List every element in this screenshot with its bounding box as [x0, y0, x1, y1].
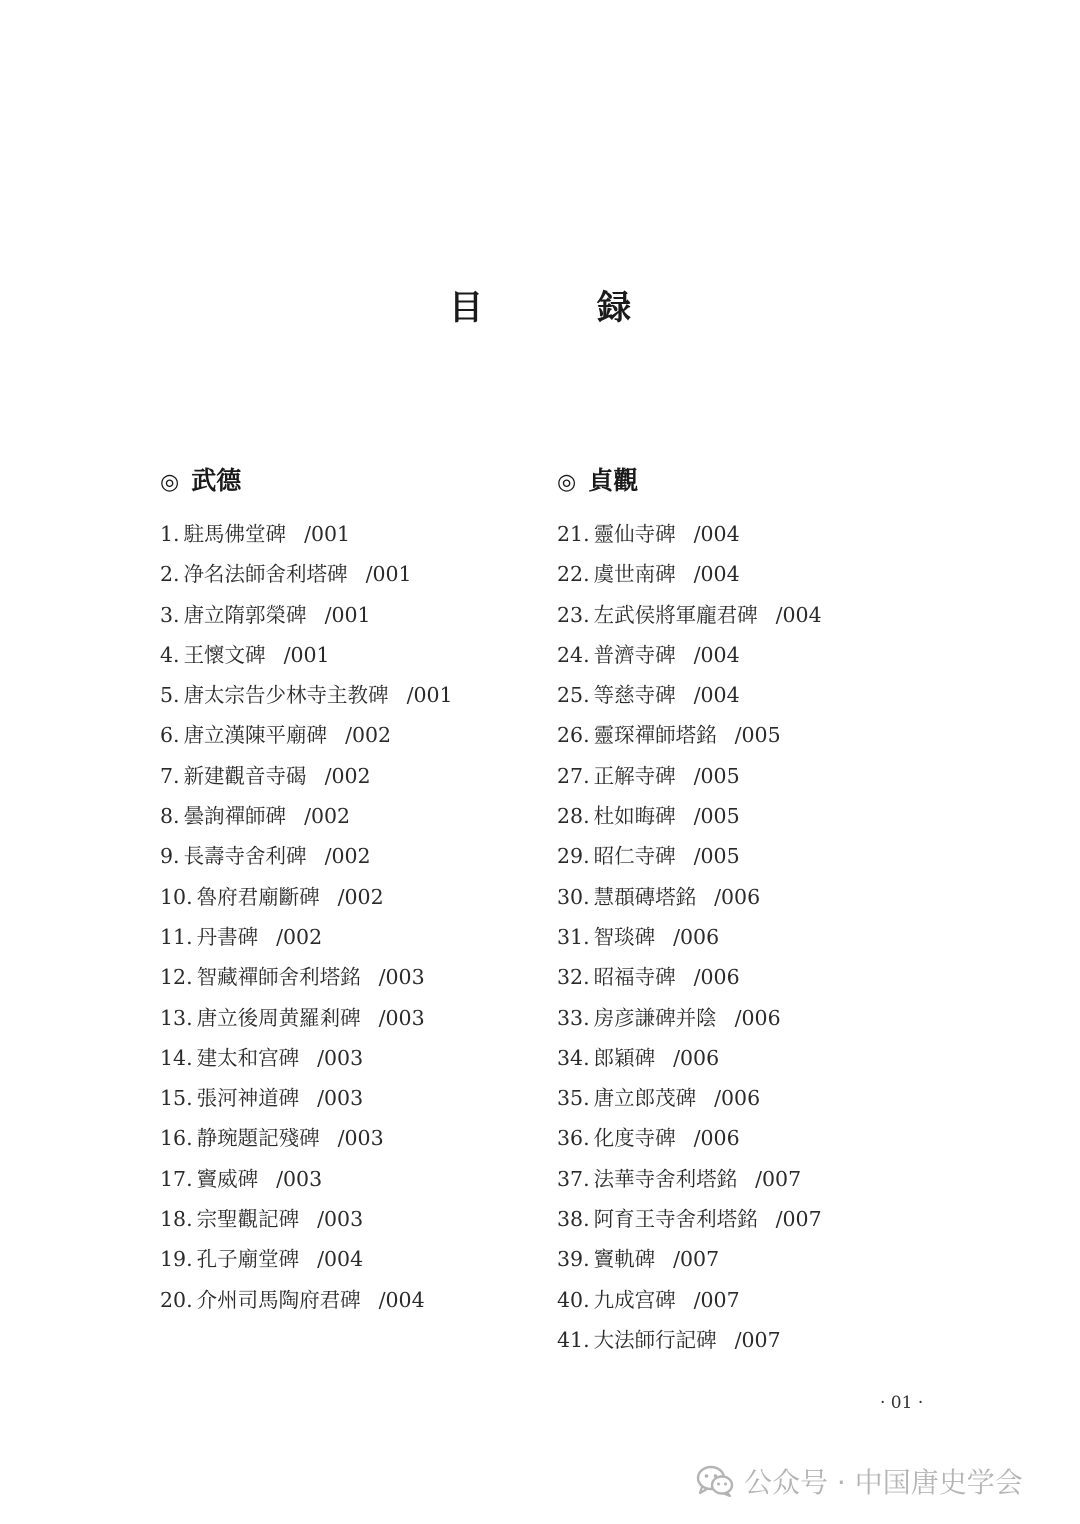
toc-entry	[557, 1118, 822, 1158]
page-title: 目 録	[449, 288, 671, 328]
toc-entry	[557, 1199, 822, 1239]
entry-title: 宗聖觀記碑	[196, 1207, 300, 1232]
toc-entry	[160, 877, 453, 917]
entry-title: 唐立隋郭榮碑	[183, 602, 307, 627]
entry-number: 39.	[557, 1247, 590, 1272]
entry-page-ref: /001	[406, 683, 453, 708]
entry-number: 17.	[160, 1166, 193, 1191]
entry-title: 阿育王寺舍利塔銘	[593, 1207, 758, 1232]
toc-entry	[160, 675, 453, 715]
toc-entry	[557, 1038, 822, 1078]
entry-page-ref: /003	[276, 1166, 323, 1191]
entry-title: 法華寺舍利塔銘	[593, 1166, 738, 1191]
entry-title: 靈仙寺碑	[593, 522, 676, 546]
entry-page-ref: /001	[324, 602, 371, 627]
toc-entry	[160, 514, 453, 554]
toc-entry	[557, 675, 822, 715]
toc-entry	[160, 1118, 453, 1158]
entry-page-ref: /004	[378, 1287, 425, 1312]
entry-title: 慧頵磚塔銘	[593, 884, 697, 909]
entry-title: 智藏禪師舍利塔銘	[196, 965, 361, 990]
entry-page-ref: /004	[693, 642, 740, 667]
toc-entry	[557, 877, 822, 917]
entry-number: 20.	[160, 1287, 193, 1312]
toc-entry	[557, 1320, 822, 1360]
entry-title: 新建觀音寺碣	[183, 763, 307, 788]
entry-title: 丹書碑	[196, 924, 259, 949]
toc-entry	[160, 1078, 453, 1118]
entry-title: 唐立郎茂碑	[593, 1086, 697, 1111]
entry-title: 長壽寺舍利碑	[183, 844, 307, 869]
entry-number: 2.	[160, 562, 180, 587]
entry-number: 9.	[160, 844, 180, 869]
toc-entry	[557, 796, 822, 836]
entry-number: 15.	[160, 1086, 193, 1111]
entry-number: 26.	[557, 723, 590, 748]
toc-column-right	[557, 462, 822, 1360]
toc-entry	[160, 554, 453, 594]
entry-page-ref: /004	[693, 522, 740, 546]
entry-page-ref: /003	[378, 1005, 425, 1030]
entry-title: 化度寺碑	[593, 1126, 676, 1151]
entry-title: 竇軌碑	[593, 1247, 656, 1272]
entry-title: 曇詢禪師碑	[183, 804, 287, 829]
wechat-icon	[696, 1464, 734, 1498]
entry-title: 唐立後周黄羅剎碑	[196, 1005, 361, 1030]
entry-number: 14.	[160, 1045, 193, 1070]
section-heading-text: 武德	[191, 466, 242, 495]
entry-page-ref: /004	[775, 602, 822, 627]
entry-number: 7.	[160, 763, 180, 788]
entry-number: 4.	[160, 642, 180, 667]
entry-number: 11.	[160, 924, 193, 949]
toc-entry	[160, 1199, 453, 1239]
toc-entry	[160, 756, 453, 796]
toc-entry	[557, 756, 822, 796]
entry-title: 郎穎碑	[593, 1045, 656, 1070]
entry-title: 建太和宫碑	[196, 1045, 300, 1070]
toc-entry	[557, 1078, 822, 1118]
entry-page-ref: /007	[755, 1166, 802, 1191]
entry-page-ref: /006	[734, 1005, 781, 1030]
page-number: · 01 ·	[880, 1393, 924, 1413]
entry-number: 30.	[557, 884, 590, 909]
toc-entry	[160, 1159, 453, 1199]
toc-entry	[160, 836, 453, 876]
section-mark-icon: ◎	[160, 470, 180, 495]
entry-number: 22.	[557, 562, 590, 587]
entry-page-ref: /007	[693, 1287, 740, 1312]
entry-number: 13.	[160, 1005, 193, 1030]
entry-page-ref: /007	[775, 1207, 822, 1232]
entry-page-ref: /003	[317, 1045, 364, 1070]
entry-page-ref: /007	[673, 1247, 720, 1272]
toc-entry	[557, 998, 822, 1038]
toc-column-left	[160, 462, 453, 1320]
toc-entry	[557, 1280, 822, 1320]
entry-page-ref: /005	[693, 763, 740, 788]
entry-number: 21.	[557, 522, 590, 546]
toc-entry	[557, 514, 822, 554]
entry-title: 虞世南碑	[593, 562, 676, 587]
entry-page-ref: /002	[337, 884, 384, 909]
entry-page-ref: /002	[345, 723, 392, 748]
entry-page-ref: /001	[304, 522, 351, 546]
entry-page-ref: /004	[317, 1247, 364, 1272]
toc-entry	[160, 1239, 453, 1279]
entry-number: 40.	[557, 1287, 590, 1312]
entry-title: 等慈寺碑	[593, 683, 676, 708]
toc-list-left	[160, 514, 453, 1320]
entry-title: 杜如晦碑	[593, 804, 676, 829]
toc-entry	[160, 998, 453, 1038]
section-heading-text: 貞觀	[588, 466, 639, 495]
toc-entry	[160, 957, 453, 997]
entry-page-ref: /002	[304, 804, 351, 829]
entry-page-ref: /003	[317, 1086, 364, 1111]
entry-title: 房彦謙碑并陰	[593, 1005, 717, 1030]
entry-number: 8.	[160, 804, 180, 829]
entry-page-ref: /006	[673, 924, 720, 949]
entry-number: 27.	[557, 763, 590, 788]
entry-title: 靈琛禪師塔銘	[593, 723, 717, 748]
entry-title: 昭仁寺碑	[593, 844, 676, 869]
entry-number: 16.	[160, 1126, 193, 1151]
entry-page-ref: /006	[714, 884, 761, 909]
entry-title: 駐馬佛堂碑	[183, 522, 287, 546]
entry-title: 智琰碑	[593, 924, 656, 949]
entry-number: 38.	[557, 1207, 590, 1232]
entry-page-ref: /005	[693, 844, 740, 869]
entry-title: 孔子廟堂碑	[196, 1247, 300, 1272]
entry-title: 張河神道碑	[196, 1086, 300, 1111]
entry-page-ref: /002	[324, 844, 371, 869]
watermark-text: 公众号 · 中国唐史学会	[744, 1466, 1023, 1499]
entry-page-ref: /006	[693, 1126, 740, 1151]
entry-number: 5.	[160, 683, 180, 708]
toc-entry	[160, 796, 453, 836]
toc-entry	[160, 715, 453, 755]
entry-number: 29.	[557, 844, 590, 869]
entry-number: 18.	[160, 1207, 193, 1232]
toc-entry	[160, 1280, 453, 1320]
entry-page-ref: /006	[673, 1045, 720, 1070]
entry-page-ref: /003	[378, 965, 425, 990]
entry-page-ref: /006	[714, 1086, 761, 1111]
entry-number: 23.	[557, 602, 590, 627]
entry-title: 竇威碑	[196, 1166, 259, 1191]
entry-page-ref: /003	[317, 1207, 364, 1232]
entry-title: 普濟寺碑	[593, 642, 676, 667]
entry-title: 大法師行記碑	[593, 1327, 717, 1352]
entry-number: 41.	[557, 1327, 590, 1352]
entry-title: 魯府君廟斷碑	[196, 884, 320, 909]
entry-title: 左武侯將軍龐君碑	[593, 602, 758, 627]
section-mark-icon: ◎	[557, 470, 577, 495]
toc-list-right	[557, 514, 822, 1360]
entry-number: 12.	[160, 965, 193, 990]
entry-title: 昭福寺碑	[593, 965, 676, 990]
entry-number: 25.	[557, 683, 590, 708]
section-heading-wude	[160, 462, 453, 500]
entry-number: 33.	[557, 1005, 590, 1030]
entry-page-ref: /001	[283, 642, 330, 667]
entry-number: 28.	[557, 804, 590, 829]
entry-number: 24.	[557, 642, 590, 667]
entry-page-ref: /004	[693, 562, 740, 587]
entry-page-ref: /007	[734, 1327, 781, 1352]
toc-entry	[160, 1038, 453, 1078]
entry-page-ref: /004	[693, 683, 740, 708]
entry-number: 1.	[160, 522, 180, 546]
entry-page-ref: /002	[276, 924, 323, 949]
entry-title: 王懷文碑	[183, 642, 266, 667]
toc-entry	[557, 1159, 822, 1199]
entry-page-ref: /005	[693, 804, 740, 829]
toc-entry	[160, 635, 453, 675]
entry-page-ref: /006	[693, 965, 740, 990]
toc-entry	[557, 957, 822, 997]
section-heading-zhenguan	[557, 462, 822, 500]
entry-title: 静琬題記殘碑	[196, 1126, 320, 1151]
entry-title: 净名法師舍利塔碑	[183, 562, 348, 587]
watermark	[696, 1458, 1023, 1504]
toc-entry	[557, 715, 822, 755]
entry-number: 19.	[160, 1247, 193, 1272]
entry-page-ref: /001	[365, 562, 412, 587]
entry-page-ref: /002	[324, 763, 371, 788]
entry-number: 32.	[557, 965, 590, 990]
entry-number: 31.	[557, 924, 590, 949]
toc-entry	[557, 836, 822, 876]
entry-page-ref: /005	[734, 723, 781, 748]
toc-entry	[557, 554, 822, 594]
entry-title: 唐太宗告少林寺主教碑	[183, 683, 389, 708]
entry-number: 35.	[557, 1086, 590, 1111]
entry-page-ref: /003	[337, 1126, 384, 1151]
entry-title: 九成宫碑	[593, 1287, 676, 1312]
entry-title: 唐立漢陳平廟碑	[183, 723, 328, 748]
toc-entry	[557, 635, 822, 675]
toc-entry	[557, 917, 822, 957]
toc-entry	[557, 595, 822, 635]
entry-number: 6.	[160, 723, 180, 748]
entry-number: 3.	[160, 602, 180, 627]
entry-title: 正解寺碑	[593, 763, 676, 788]
entry-number: 37.	[557, 1166, 590, 1191]
toc-entry	[160, 595, 453, 635]
entry-number: 10.	[160, 884, 193, 909]
entry-number: 36.	[557, 1126, 590, 1151]
entry-number: 34.	[557, 1045, 590, 1070]
entry-title: 介州司馬陶府君碑	[196, 1287, 361, 1312]
toc-entry	[160, 917, 453, 957]
toc-entry	[557, 1239, 822, 1279]
